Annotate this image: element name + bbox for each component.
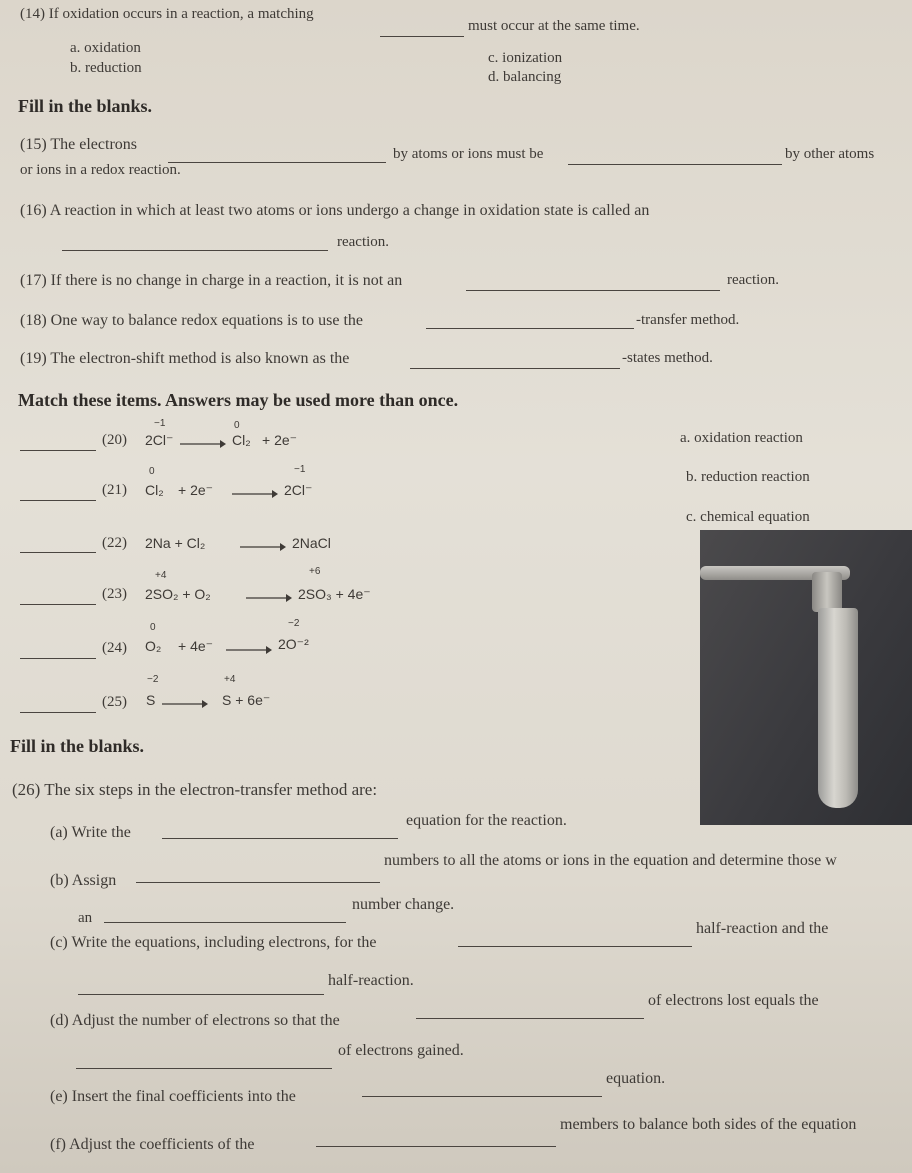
q24-product: 2O⁻²	[278, 636, 309, 652]
q26-d-text-3: of electrons gained.	[338, 1042, 464, 1059]
q19-blank[interactable]	[410, 368, 620, 369]
q15-text-1: (15) The electrons	[20, 136, 137, 153]
q14-option-a: a. oxidation	[70, 40, 141, 56]
q26-c-text-3: half-reaction.	[328, 972, 414, 989]
q15-blank-2[interactable]	[568, 164, 782, 165]
q24-reactant-rest: + 4e⁻	[178, 638, 214, 654]
q21-ox-left: 0	[149, 466, 155, 477]
q26-e-blank[interactable]	[362, 1096, 602, 1097]
q26-a-text-1: (a) Write the	[50, 824, 131, 841]
q26-b-text-1: (b) Assign	[50, 872, 117, 889]
match-option-c: c. chemical equation	[686, 509, 810, 525]
q26-e-text-1: (e) Insert the final coefficients into the	[50, 1088, 296, 1105]
q24-ox-right: −2	[288, 618, 300, 629]
q26-d-blank-1[interactable]	[416, 1018, 644, 1019]
q25-ox-right: +4	[224, 674, 236, 685]
q20-ox-left: −1	[154, 418, 166, 429]
q25-products: S + 6e⁻	[222, 692, 271, 708]
q26-a-blank[interactable]	[162, 838, 398, 839]
q14-option-c: c. ionization	[488, 50, 563, 66]
q19-text-1: (19) The electron-shift method is also known as the	[20, 350, 350, 367]
q18-blank[interactable]	[426, 328, 634, 329]
q23-answer-blank[interactable]	[20, 604, 96, 605]
q26-c-text-1: (c) Write the equations, including electrons, for the	[50, 934, 377, 951]
section-title-match: Match these items. Answers may be used more than once.	[18, 390, 459, 410]
q17-text-2: reaction.	[727, 272, 780, 288]
tube-stopper	[812, 572, 842, 612]
q14-text-start: (14) If oxidation occurs in a reaction, a matching	[20, 6, 314, 22]
q25-arrow	[162, 696, 208, 714]
q26-f-blank[interactable]	[316, 1146, 556, 1147]
q16-text-2: reaction.	[337, 234, 390, 250]
q15-text-3: by other atoms	[785, 146, 875, 162]
q20-product-species: Cl₂	[232, 432, 251, 448]
q26-f-text-1: (f) Adjust the coefficients of the	[50, 1136, 255, 1153]
q23-ox-left: +4	[155, 570, 167, 581]
q18-text-2: -transfer method.	[636, 312, 740, 328]
q24-ox-left: 0	[150, 622, 156, 633]
q22-product: 2NaCl	[292, 535, 331, 551]
q14-option-b: b. reduction	[70, 60, 142, 76]
q17-blank[interactable]	[466, 290, 720, 291]
q26-b-text-4: number change.	[352, 896, 455, 913]
q15-text-2: by atoms or ions must be	[393, 146, 544, 162]
q15-blank-1[interactable]	[168, 162, 386, 163]
q26-c-blank-2[interactable]	[78, 994, 324, 995]
q21-ox-right: −1	[294, 464, 306, 475]
section-title-fill-blanks-1: Fill in the blanks.	[18, 96, 153, 116]
q21-answer-blank[interactable]	[20, 500, 96, 501]
match-option-a: a. oxidation reaction	[680, 430, 803, 446]
q25-ox-left: −2	[147, 674, 159, 685]
q20-arrow	[180, 436, 226, 454]
section-title-fill-blanks-2: Fill in the blanks.	[10, 736, 145, 756]
q20-product-rest: + 2e⁻	[262, 432, 298, 448]
q21-reactant-species: Cl₂	[145, 482, 164, 498]
match-option-b: b. reduction reaction	[686, 469, 810, 485]
q18-text-1: (18) One way to balance redox equations is to use the	[20, 312, 364, 329]
q15-text-4: or ions in a redox reaction.	[20, 162, 181, 178]
q21-reactant-rest: + 2e⁻	[178, 482, 214, 498]
q14-blank[interactable]	[380, 36, 464, 37]
q21-number: (21)	[102, 482, 127, 498]
test-tube	[818, 608, 858, 808]
q20-ox-right: 0	[234, 420, 240, 431]
q26-d-text-2: of electrons lost equals the	[648, 992, 819, 1009]
q25-answer-blank[interactable]	[20, 712, 96, 713]
q23-number: (23)	[102, 586, 127, 602]
q22-answer-blank[interactable]	[20, 552, 96, 553]
q20-reactant: 2Cl⁻	[145, 432, 174, 448]
q24-number: (24)	[102, 640, 127, 656]
q26-b-text-2: numbers to all the atoms or ions in the equation and determine those w	[384, 852, 837, 869]
q26-e-text-2: equation.	[606, 1070, 666, 1087]
q26-b-blank-2[interactable]	[104, 922, 346, 923]
q14-text-end: must occur at the same time.	[468, 18, 640, 34]
q22-number: (22)	[102, 535, 127, 551]
q17-text-1: (17) If there is no change in charge in a reaction, it is not an	[20, 272, 403, 289]
q26-b-blank-1[interactable]	[136, 882, 380, 883]
q26-c-blank-1[interactable]	[458, 946, 692, 947]
q24-arrow	[226, 642, 272, 660]
q25-reactant: S	[146, 692, 156, 708]
q21-arrow	[232, 486, 278, 504]
q26-d-blank-2[interactable]	[76, 1068, 332, 1069]
q26-a-text-2: equation for the reaction.	[406, 812, 567, 829]
q19-text-2: -states method.	[622, 350, 713, 366]
q14-option-d: d. balancing	[488, 69, 562, 85]
q20-number: (20)	[102, 432, 127, 448]
q22-arrow	[240, 539, 286, 557]
q24-reactant-species: O₂	[145, 638, 162, 654]
q23-arrow	[246, 590, 292, 608]
q25-number: (25)	[102, 694, 127, 710]
q21-product: 2Cl⁻	[284, 482, 313, 498]
q23-reactants: 2SO₂ + O₂	[145, 586, 211, 602]
q26-f-text-2: members to balance both sides of the equation	[560, 1116, 857, 1133]
q23-ox-right: +6	[309, 566, 321, 577]
q23-products: 2SO₃ + 4e⁻	[298, 586, 371, 602]
q26-intro: (26) The six steps in the electron-transfer method are:	[12, 780, 378, 799]
q26-c-text-2: half-reaction and the	[696, 920, 829, 937]
q22-reactants: 2Na + Cl₂	[145, 535, 206, 551]
q26-b-text-3: an	[78, 910, 93, 926]
q16-blank[interactable]	[62, 250, 328, 251]
q24-answer-blank[interactable]	[20, 658, 96, 659]
q16-text-1: (16) A reaction in which at least two atoms or ions undergo a change in oxidation state is called an	[20, 202, 650, 219]
q20-answer-blank[interactable]	[20, 450, 96, 451]
q26-d-text-1: (d) Adjust the number of electrons so that the	[50, 1012, 340, 1029]
